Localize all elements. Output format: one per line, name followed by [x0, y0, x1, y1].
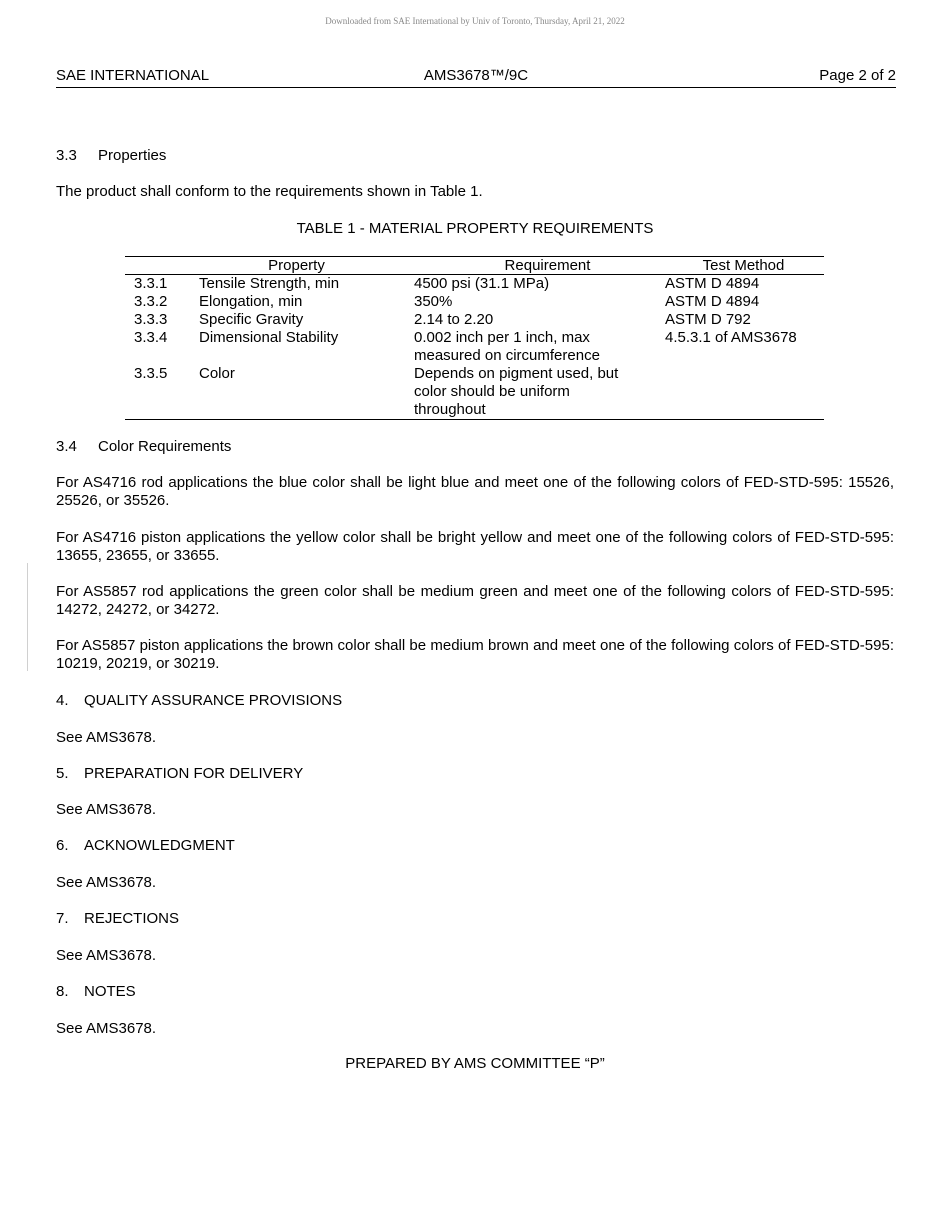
section-number: 3.3	[56, 147, 77, 164]
color-paragraph: For AS4716 rod applications the blue color shall be light blue and meet one of the following colors of FED-STD-595: 15526, 25526, or 35526.	[56, 474, 894, 509]
table-row	[125, 329, 824, 365]
section-title: Color Requirements	[98, 438, 232, 455]
section-3-4-heading	[56, 438, 231, 456]
prepared-by-footer: PREPARED BY AMS COMMITTEE “P”	[345, 1055, 605, 1072]
row-number: 3.3.1	[134, 275, 168, 292]
section-number: 4.	[56, 692, 69, 709]
section-number: 3.4	[56, 438, 77, 455]
section-title: ACKNOWLEDGMENT	[84, 837, 235, 854]
section-6-text: See AMS3678.	[56, 874, 157, 891]
row-requirement: 2.14 to 2.20	[414, 311, 494, 328]
row-property: Color	[199, 365, 412, 420]
revision-bar	[27, 563, 28, 671]
row-property: Tensile Strength, min	[199, 275, 340, 292]
section-title: QUALITY ASSURANCE PROVISIONS	[84, 692, 343, 709]
section-5-heading	[56, 765, 303, 783]
row-number: 3.3.4	[134, 329, 168, 346]
color-paragraph: For AS5857 piston applications the brown color shall be medium brown and meet one of the following colors of FED-STD-595: 10219, 20219, or 30219.	[56, 637, 894, 672]
section-title: Properties	[98, 147, 167, 164]
row-test-method: 4.5.3.1 of AMS3678	[665, 329, 797, 346]
section-8-heading	[56, 983, 136, 1001]
section-title: NOTES	[84, 983, 136, 1000]
row-property: Elongation, min	[199, 293, 303, 310]
page-header	[56, 67, 896, 88]
row-test-method: ASTM D 4894	[665, 293, 760, 310]
section-number: 6.	[56, 837, 69, 854]
table-row	[125, 311, 824, 329]
section-8-text: See AMS3678.	[56, 1020, 157, 1037]
download-notice: Downloaded from SAE International by Univ of Toronto, Thursday, April 21, 2022	[325, 16, 625, 26]
header-requirement: Requirement	[412, 257, 663, 275]
row-property: Specific Gravity	[199, 311, 304, 328]
row-test-method: ASTM D 792	[665, 311, 751, 328]
row-requirement: 0.002 inch per 1 inch, max measured on circumference	[414, 329, 600, 364]
section-number: 5.	[56, 765, 69, 782]
color-paragraph: For AS5857 rod applications the green color shall be medium green and meet one of the following colors of FED-STD-595: 14272, 24272, or 34272.	[56, 583, 894, 618]
row-number: 3.3.5	[125, 365, 199, 420]
section-3-3-text: The product shall conform to the requirements shown in Table 1.	[56, 183, 483, 200]
row-requirement: 350%	[414, 293, 453, 310]
header-doc-number: AMS3678™/9C	[423, 67, 529, 84]
header-publisher: SAE INTERNATIONAL	[56, 67, 210, 84]
header-property: Property	[125, 257, 412, 275]
section-6-heading	[56, 837, 235, 855]
section-5-text: See AMS3678.	[56, 801, 157, 818]
section-7-text: See AMS3678.	[56, 947, 157, 964]
row-number: 3.3.2	[134, 293, 168, 310]
row-number: 3.3.3	[134, 311, 168, 328]
header-test-method: Test Method	[663, 257, 824, 275]
section-4-heading	[56, 692, 342, 710]
row-requirement: Depends on pigment used, but color should be uniform throughout	[412, 365, 663, 420]
row-property: Dimensional Stability	[199, 329, 339, 346]
table-row	[125, 275, 824, 294]
row-test-method	[663, 365, 824, 420]
table-header-row	[125, 257, 824, 275]
section-title: REJECTIONS	[84, 910, 180, 927]
row-test-method: ASTM D 4894	[665, 275, 760, 292]
section-number: 8.	[56, 983, 69, 1000]
table-caption: TABLE 1 - MATERIAL PROPERTY REQUIREMENTS	[296, 220, 654, 237]
table-row	[125, 365, 824, 420]
section-7-heading	[56, 910, 179, 928]
section-3-3-heading	[56, 147, 166, 165]
color-paragraph: For AS4716 piston applications the yellow color shall be bright yellow and meet one of the following colors of FED-STD-595: 13655, 23655, or 33655.	[56, 529, 894, 564]
section-title: PREPARATION FOR DELIVERY	[84, 765, 304, 782]
material-property-table	[125, 256, 824, 420]
table-row	[125, 293, 824, 311]
header-page-number: Page 2 of 2	[819, 67, 896, 84]
section-4-text: See AMS3678.	[56, 729, 157, 746]
row-requirement: 4500 psi (31.1 MPa)	[414, 275, 550, 292]
section-number: 7.	[56, 910, 69, 927]
